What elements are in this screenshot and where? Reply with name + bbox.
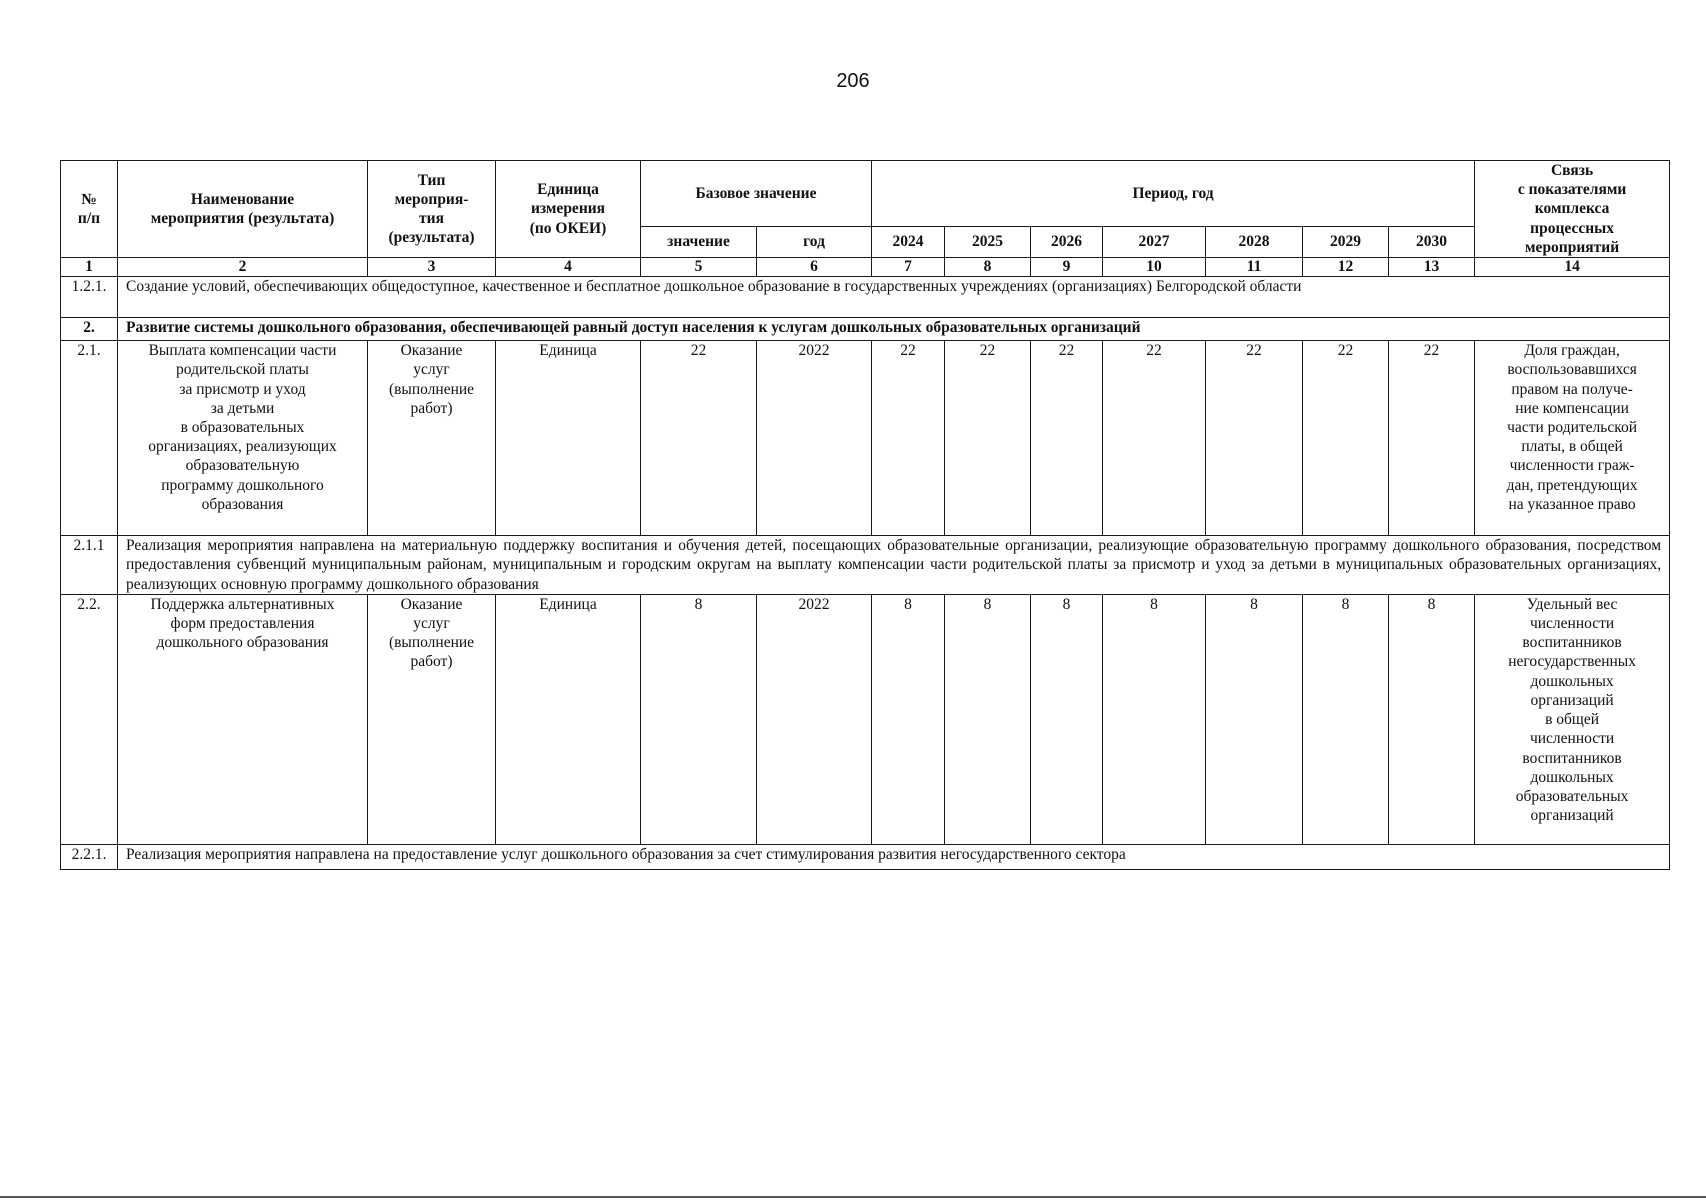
value-2026: 8: [1031, 594, 1103, 844]
indicator-link: Удельный вес численности воспитанников негосударственных дошкольных организаций в общей численности воспитанников дошкольных образовательных организаций: [1475, 594, 1670, 844]
column-number: 10: [1103, 258, 1206, 277]
column-number: 11: [1206, 258, 1303, 277]
activity-unit: Единица: [496, 594, 641, 844]
column-number: 9: [1031, 258, 1103, 277]
row-description: Реализация мероприятия направлена на предоставление услуг дошкольного образования за счет стимулирования развития негосударственного сектора: [118, 844, 1670, 869]
table-row: [61, 318, 1670, 341]
value-2030: 22: [1389, 341, 1475, 536]
base-value: 8: [641, 594, 757, 844]
header-year-2030: 2030: [1389, 227, 1475, 258]
table-row: [61, 341, 1670, 536]
row-section-text: Развитие системы дошкольного образования, обеспечивающей равный доступ населения к услугам дошкольных образовательных организаций: [118, 318, 1670, 341]
column-number: 7: [872, 258, 945, 277]
page-edge-rule: [0, 1196, 1706, 1198]
table-row: [61, 844, 1670, 869]
column-number: 3: [368, 258, 496, 277]
row-number: 2.2.: [61, 594, 118, 844]
header-num: № п/п: [61, 161, 118, 258]
value-2025: 8: [945, 594, 1031, 844]
header-base-year: год: [757, 227, 872, 258]
activity-type: Оказание услуг (выполнение работ): [368, 341, 496, 536]
value-2028: 8: [1206, 594, 1303, 844]
column-number: 6: [757, 258, 872, 277]
table-row: [61, 536, 1670, 595]
row-number: 2.: [61, 318, 118, 341]
column-number: 1: [61, 258, 118, 277]
row-task-text: Создание условий, обеспечивающих общедоступное, качественное и бесплатное дошкольное образование в государственных учреждениях (организациях) Белгородской области: [118, 277, 1670, 318]
column-number: 12: [1303, 258, 1389, 277]
row-number: 1.2.1.: [61, 277, 118, 318]
activities-table: [60, 160, 1670, 870]
value-2028: 22: [1206, 341, 1303, 536]
table-row: [61, 277, 1670, 318]
activity-name: Поддержка альтернативных форм предоставления дошкольного образования: [118, 594, 368, 844]
value-2029: 22: [1303, 341, 1389, 536]
row-number: 2.1.: [61, 341, 118, 536]
activity-type: Оказание услуг (выполнение работ): [368, 594, 496, 844]
header-name: Наименование мероприятия (результата): [118, 161, 368, 258]
indicator-link: Доля граждан, воспользовавшихся правом на получе- ние компенсации части родительской платы, в общей численности граж- дан, претендующих на указанное право: [1475, 341, 1670, 536]
column-number: 2: [118, 258, 368, 277]
row-number: 2.1.1: [61, 536, 118, 595]
column-number: 4: [496, 258, 641, 277]
column-number: 5: [641, 258, 757, 277]
base-year: 2022: [757, 594, 872, 844]
header-type: Тип мероприя- тия (результата): [368, 161, 496, 258]
value-2027: 22: [1103, 341, 1206, 536]
header-base: Базовое значение: [641, 161, 872, 227]
header-unit: Единица измерения (по ОКЕИ): [496, 161, 641, 258]
activity-name: Выплата компенсации части родительской платы за присмотр и уход за детьми в образовательных организациях, реализующих образовательную программу дошкольного образования: [118, 341, 368, 536]
header-row: [61, 161, 1670, 227]
header-year-2028: 2028: [1206, 227, 1303, 258]
row-number: 2.2.1.: [61, 844, 118, 869]
header-year-2026: 2026: [1031, 227, 1103, 258]
table-row: [61, 594, 1670, 844]
value-2029: 8: [1303, 594, 1389, 844]
header-base-value: значение: [641, 227, 757, 258]
header-year-2029: 2029: [1303, 227, 1389, 258]
value-2024: 22: [872, 341, 945, 536]
column-number: 8: [945, 258, 1031, 277]
column-number: 14: [1475, 258, 1670, 277]
page-number: 206: [836, 70, 870, 92]
header-year-2025: 2025: [945, 227, 1031, 258]
value-2030: 8: [1389, 594, 1475, 844]
value-2027: 8: [1103, 594, 1206, 844]
column-number-row: [61, 258, 1670, 277]
row-description: Реализация мероприятия направлена на материальную поддержку воспитания и обучения детей, посещающих образовательные организации, реализующие образовательную программу дошкольного образования, посредством предоставления субвенций муниципальным районам, муниципальным и городским округам на выплату компенсации части родительской платы за присмотр и уход за детьми в муниципальных образовательных организациях, реализующих основную программу дошкольного образования: [118, 536, 1670, 595]
header-link: Связь с показателями комплекса процессных мероприятий: [1475, 161, 1670, 258]
column-number: 13: [1389, 258, 1475, 277]
header-year-2024: 2024: [872, 227, 945, 258]
value-2026: 22: [1031, 341, 1103, 536]
base-value: 22: [641, 341, 757, 536]
activity-unit: Единица: [496, 341, 641, 536]
value-2024: 8: [872, 594, 945, 844]
header-period: Период, год: [872, 161, 1475, 227]
value-2025: 22: [945, 341, 1031, 536]
header-year-2027: 2027: [1103, 227, 1206, 258]
base-year: 2022: [757, 341, 872, 536]
